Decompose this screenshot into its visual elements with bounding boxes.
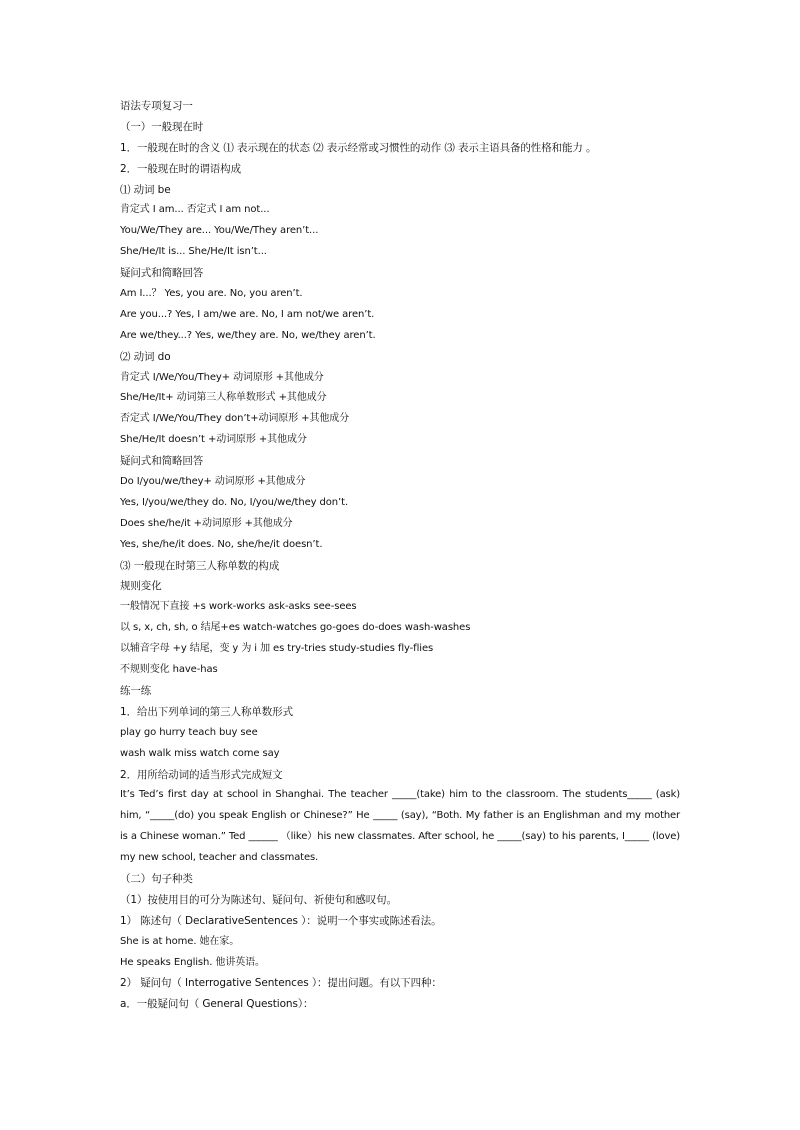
- doc-title: 语法专项复习一: [120, 100, 193, 112]
- rule-line: 以辅音字母 +y 结尾，变 y 为 i 加 es try-tries study-studies fly-flies: [120, 643, 434, 655]
- rule-line: 一般情况下直接 +s work-works ask-asks see-sees: [120, 601, 357, 613]
- general-question-heading: a．一般疑问句（ General Questions）：: [120, 998, 314, 1011]
- present-simple-predicate-heading: 2．一般现在时的谓语构成: [120, 162, 241, 175]
- verb-be-question-line: Are you...? Yes, I am/we are. No, I am not/we aren’t.: [120, 308, 375, 320]
- rule-line: 不规则变化 have-has: [120, 664, 218, 676]
- section-heading-present-simple: （一）一般现在时: [120, 120, 204, 133]
- regular-change-heading: 规则变化: [120, 580, 162, 593]
- verb-do-line: She/He/It+ 动词第三人称单数形式 +其他成分: [120, 392, 327, 404]
- verb-do-question-line: Yes, she/he/it does. No, she/he/it doesn’t.: [120, 538, 323, 550]
- section-heading-sentence-types: （二）句子种类: [120, 873, 193, 886]
- declarative-heading: 1） 陈述句（ DeclarativeSentences ）：说明一个事实或陈述看法。: [120, 914, 442, 927]
- third-person-heading: ⑶ 一般现在时第三人称单数的构成: [120, 559, 280, 572]
- rule-line: 以 s, x, ch, sh, o 结尾+es watch-watches go-goes do-does wash-washes: [120, 622, 471, 634]
- example-sentence: He speaks English. 他讲英语。: [120, 956, 265, 968]
- verb-do-question-heading: 疑问式和简略回答: [120, 455, 204, 468]
- example-sentence: She is at home. 她在家。: [120, 935, 240, 947]
- verb-do-question-line: Does she/he/it +动词原形 +其他成分: [120, 517, 293, 529]
- verb-do-line: She/He/It doesn’t +动词原形 +其他成分: [120, 434, 307, 446]
- verb-be-line: You/We/They are... You/We/They aren’t...: [120, 225, 319, 237]
- exercise-1-words: wash walk miss watch come say: [120, 747, 280, 759]
- exercise-1-words: play go hurry teach buy see: [120, 726, 258, 738]
- verb-do-question-line: Yes, I/you/we/they do. No, I/you/we/they don’t.: [120, 496, 349, 508]
- verb-do-question-line: Do I/you/we/they+ 动词原形 +其他成分: [120, 476, 306, 488]
- exercise-2-title: 2．用所给动词的适当形式完成短文: [120, 768, 283, 781]
- verb-do-line: 肯定式 I/We/You/They+ 动词原形 +其他成分: [120, 371, 324, 383]
- verb-be-line: She/He/It is... She/He/It isn’t...: [120, 246, 267, 258]
- verb-do-line: 否定式 I/We/You/They don’t+动词原形 +其他成分: [120, 413, 350, 425]
- exercise-2-passage: It’s Ted’s first day at school in Shanghai. The teacher _____(take) him to the classroom. The students_____ (ask) him, “_____(do) you speak English or Chinese?” He _____ (say), “Both. My father is an Englishman and my mother is a Chinese woman.” Ted ______ （like）his new classmates. After school, he _____(say) to his parents, I_____ (love) my new school, teacher and classmates.: [120, 789, 680, 864]
- verb-do-heading: ⑵ 动词 do: [120, 350, 171, 363]
- sentence-types-intro: （1）按使用目的可分为陈述句、疑问句、祈使句和感叹句。: [120, 893, 397, 906]
- verb-be-question-line: Am I...？ Yes, you are. No, you aren’t.: [120, 288, 303, 300]
- verb-be-heading: ⑴ 动词 be: [120, 183, 171, 196]
- verb-be-question-line: Are we/they...? Yes, we/they are. No, we/they aren’t.: [120, 329, 376, 341]
- practice-heading: 练一练: [120, 684, 152, 697]
- exercise-1-title: 1．给出下列单词的第三人称单数形式: [120, 705, 293, 718]
- verb-be-question-heading: 疑问式和简略回答: [120, 267, 204, 280]
- present-simple-meaning: 1．一般现在时的含义 ⑴ 表示现在的状态 ⑵ 表示经常或习惯性的动作 ⑶ 表示主语具备的性格和能力 。: [120, 141, 597, 154]
- interrogative-heading: 2） 疑问句（ Interrogative Sentences ）：提出问题。有以下四种：: [120, 977, 442, 990]
- verb-be-line: 肯定式 I am... 否定式 I am not...: [120, 204, 270, 216]
- document-body: [120, 96, 680, 1015]
